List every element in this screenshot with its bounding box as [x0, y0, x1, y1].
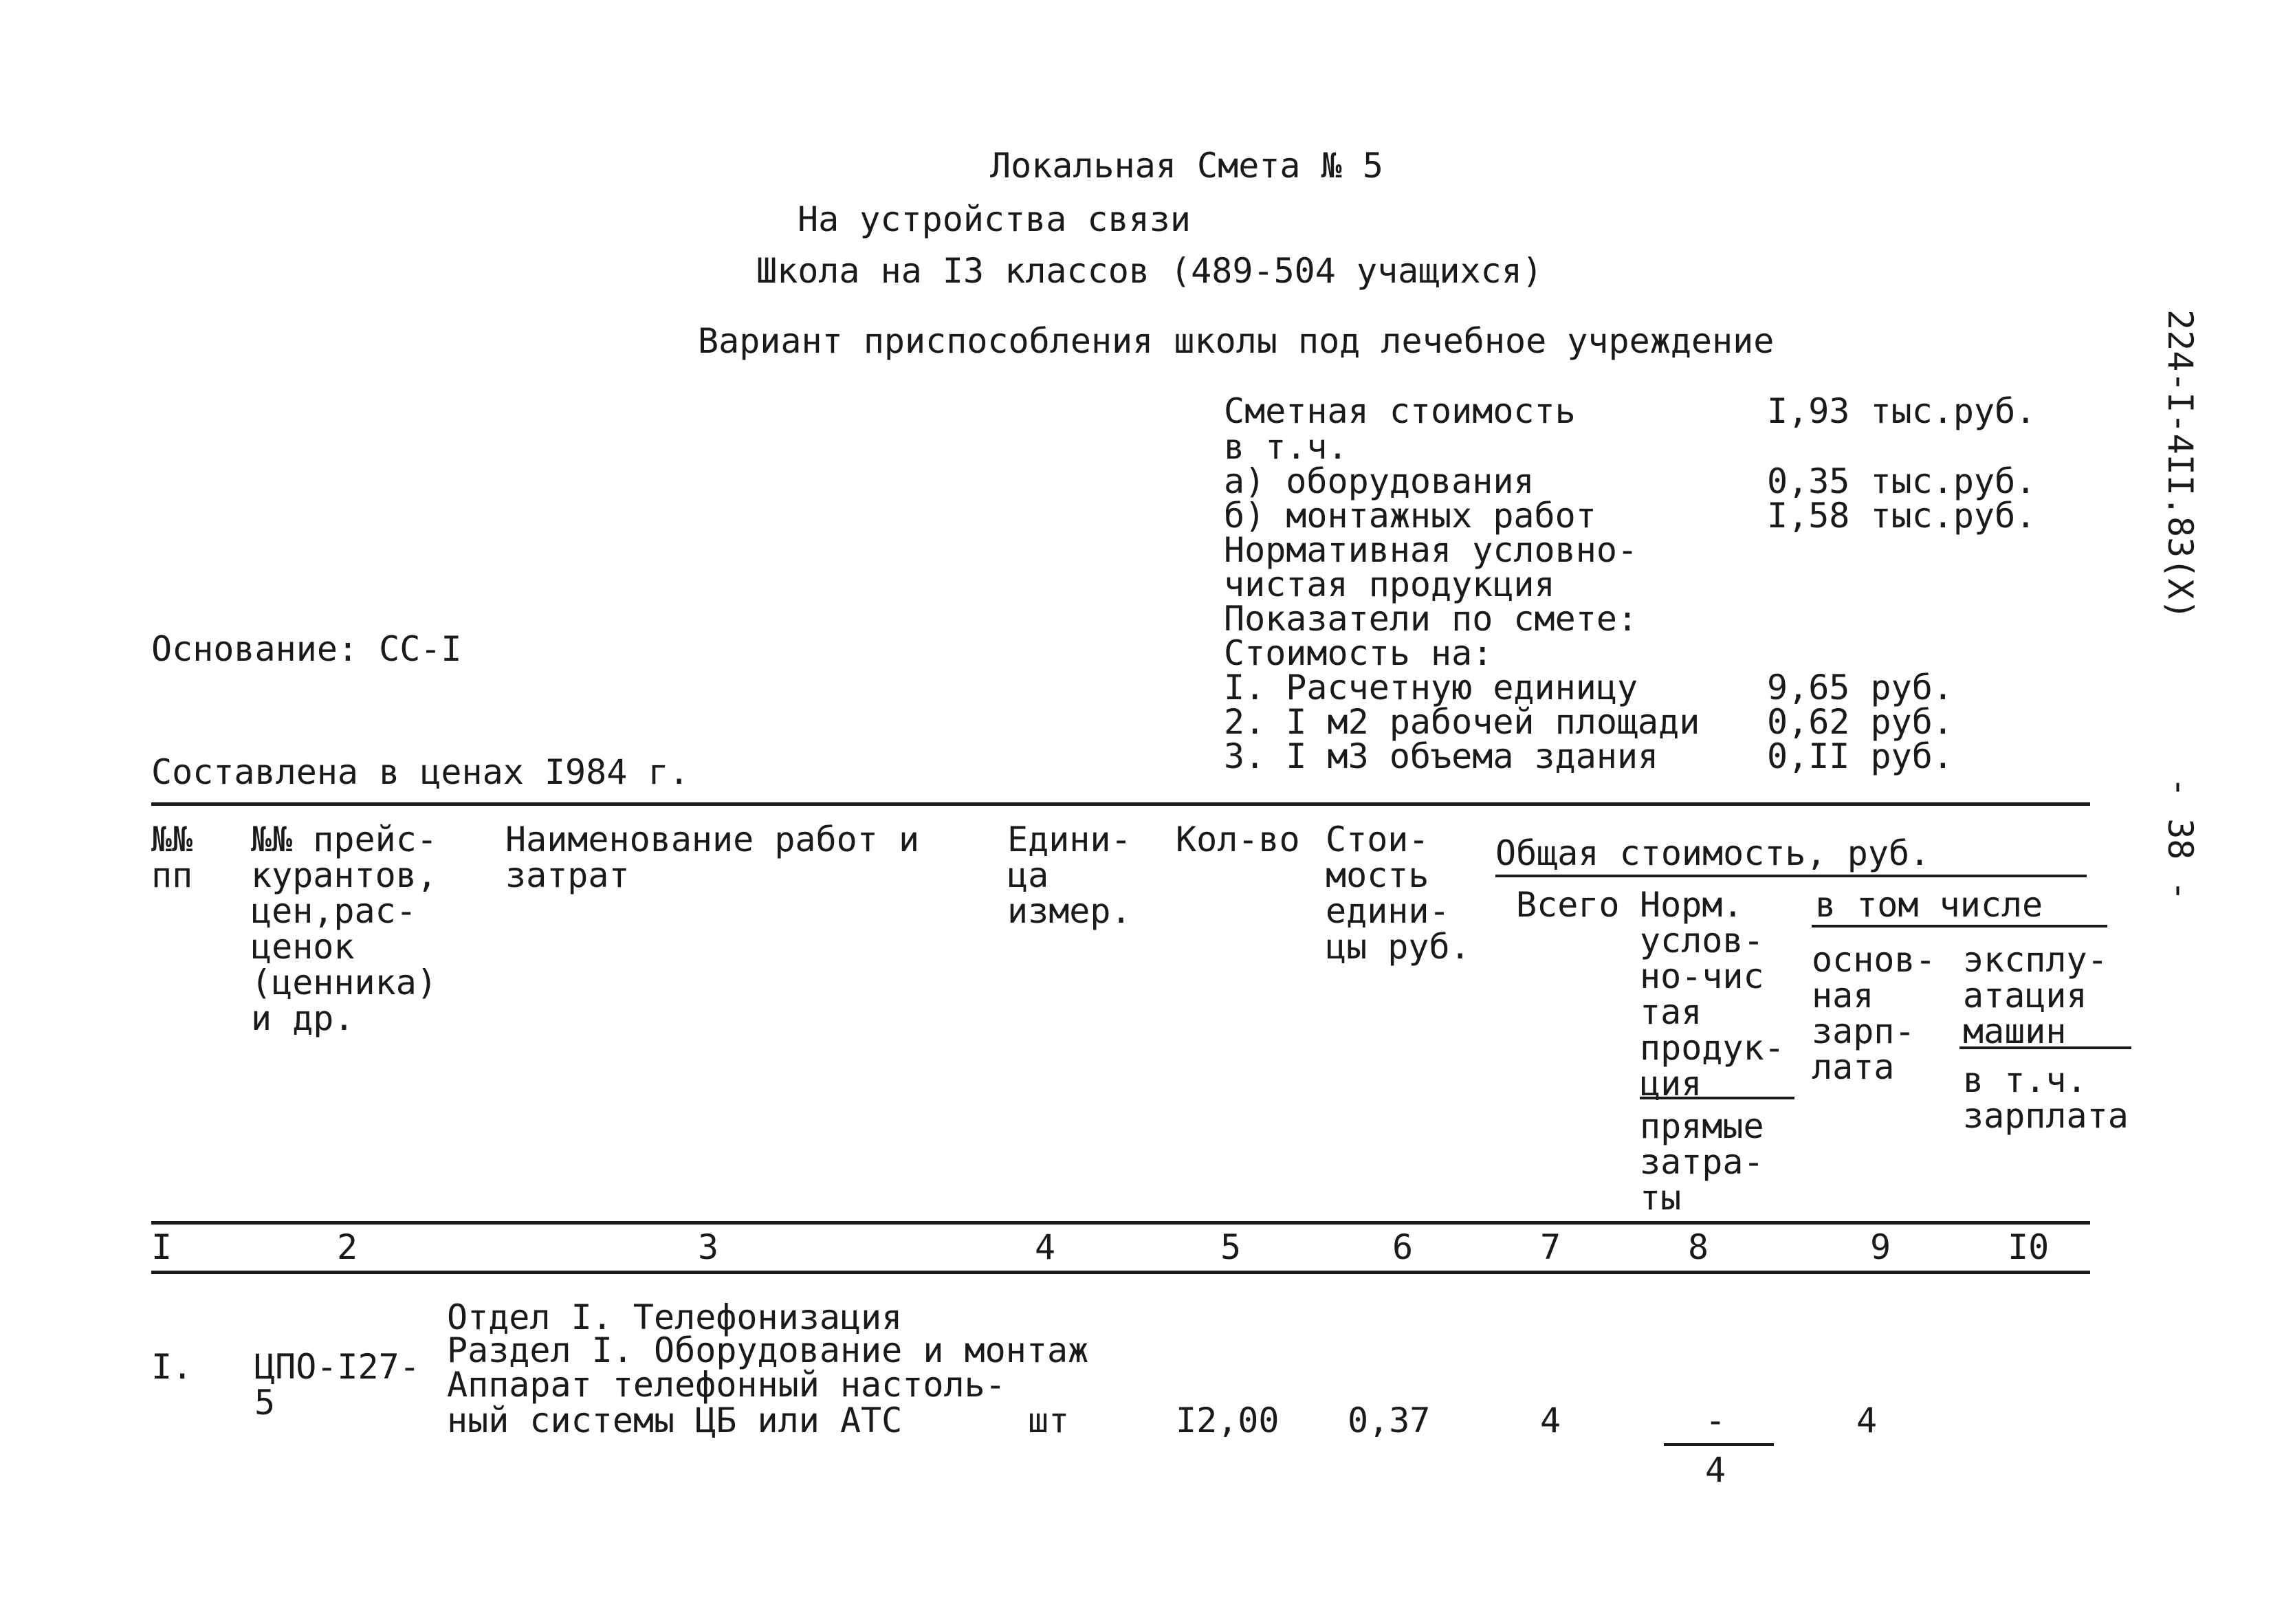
summary-value: I,58 тыс.руб.	[1767, 496, 2036, 536]
header-including: в том числе	[1815, 885, 2043, 925]
header-direct-costs: прямые затра- ты	[1640, 1106, 1764, 1218]
summary-label: Сметная стоимость	[1224, 391, 1576, 431]
header-unit: Едини- ца измер.	[1007, 820, 1132, 931]
header-quantity: Кол-во	[1176, 820, 1300, 859]
header-price-list: №№ прейс- курантов, цен,рас- ценок (ценника) и др.	[251, 820, 437, 1038]
summary-value: I,93 тыс.руб.	[1767, 391, 2036, 431]
header-total: Всего	[1516, 885, 1620, 925]
row-unit-price: 0,37	[1348, 1401, 1431, 1440]
row-name: Аппарат телефонный настоль- ный системы ЦБ или АТС	[447, 1365, 1006, 1440]
doc-object: Школа на I3 классов (489-504 учащихся)	[756, 251, 1543, 291]
incl-underline	[1812, 925, 2107, 928]
header-row-number: №№ пп	[151, 820, 193, 895]
summary-label: б) монтажных работ	[1224, 496, 1596, 536]
table-top-rule	[151, 802, 2090, 806]
summary-label: Нормативная условно-	[1224, 530, 1638, 570]
row-number: I.	[151, 1347, 193, 1387]
col-number: 8	[1688, 1227, 1709, 1267]
row-total: 4	[1540, 1401, 1561, 1440]
row-norm-fraction-line	[1664, 1443, 1774, 1446]
summary-label: чистая продукция	[1224, 564, 1555, 604]
header-work-name: Наименование работ и затрат	[505, 820, 920, 895]
section-part: Раздел I. Оборудование и монтаж	[447, 1330, 1089, 1370]
summary-value: 0,35 тыс.руб.	[1767, 461, 2036, 501]
page-number: - 38 -	[2160, 777, 2200, 901]
side-code: 224-I-4II.83(Х)	[2160, 309, 2200, 620]
summary-label: 3. I м3 объема здания	[1224, 736, 1659, 776]
col-number: I0	[2008, 1227, 2050, 1267]
summary-label: Показатели по смете:	[1224, 599, 1638, 639]
row-unit: шт	[1028, 1401, 1070, 1440]
summary-label: в т.ч.	[1224, 427, 1348, 467]
header-base-salary: основ- ная зарп- лата	[1812, 940, 1936, 1087]
col-number: 4	[1035, 1227, 1056, 1267]
basis: Основание: СС-I	[151, 629, 462, 669]
summary-label: I. Расчетную единицу	[1224, 668, 1638, 707]
col-number: 6	[1392, 1227, 1414, 1267]
summary-value: 9,65 руб.	[1767, 668, 1953, 707]
summary-value: 0,II руб.	[1767, 736, 1953, 776]
summary-label: Стоимость на:	[1224, 633, 1493, 673]
col-number: 3	[698, 1227, 719, 1267]
header-machines: эксплу- атация машин	[1963, 940, 2108, 1051]
header-machines-salary: в т.ч. зарплата	[1963, 1060, 2129, 1136]
summary-value: 0,62 руб.	[1767, 702, 1953, 742]
doc-variant: Вариант приспособления школы под лечебное учреждение	[698, 321, 1775, 361]
col-number: 2	[337, 1227, 358, 1267]
row-code: ЦПО-I27- 5	[254, 1347, 420, 1423]
summary-label: а) оборудования	[1224, 461, 1535, 501]
header-norm-output: Норм. услов- но-чис тая продук- ция	[1640, 885, 1785, 1104]
doc-title: Локальная Смета № 5	[990, 146, 1383, 186]
header-total-cost: Общая стоимость, руб.	[1495, 833, 1931, 873]
colnum-bottom-rule	[151, 1271, 2090, 1274]
col-number: 5	[1220, 1227, 1242, 1267]
section-department: Отдел I. Телефонизация	[447, 1297, 903, 1337]
col-number: 7	[1540, 1227, 1561, 1267]
doc-subtitle: На устройства связи	[798, 199, 1191, 239]
row-norm-bottom: 4	[1705, 1450, 1726, 1490]
col-number: 9	[1870, 1227, 1891, 1267]
total-cost-underline	[1495, 875, 2087, 877]
row-salary: 4	[1856, 1401, 1878, 1440]
header-bottom-rule	[151, 1221, 2090, 1225]
row-quantity: I2,00	[1176, 1401, 1280, 1440]
header-unit-cost: Стои- мость едини- цы руб.	[1326, 820, 1471, 967]
row-norm-top: -	[1705, 1401, 1726, 1440]
col-number: I	[151, 1227, 173, 1267]
summary-label: 2. I м2 рабочей площади	[1224, 702, 1700, 742]
compiled-prices: Составлена в ценах I984 г.	[151, 752, 690, 792]
